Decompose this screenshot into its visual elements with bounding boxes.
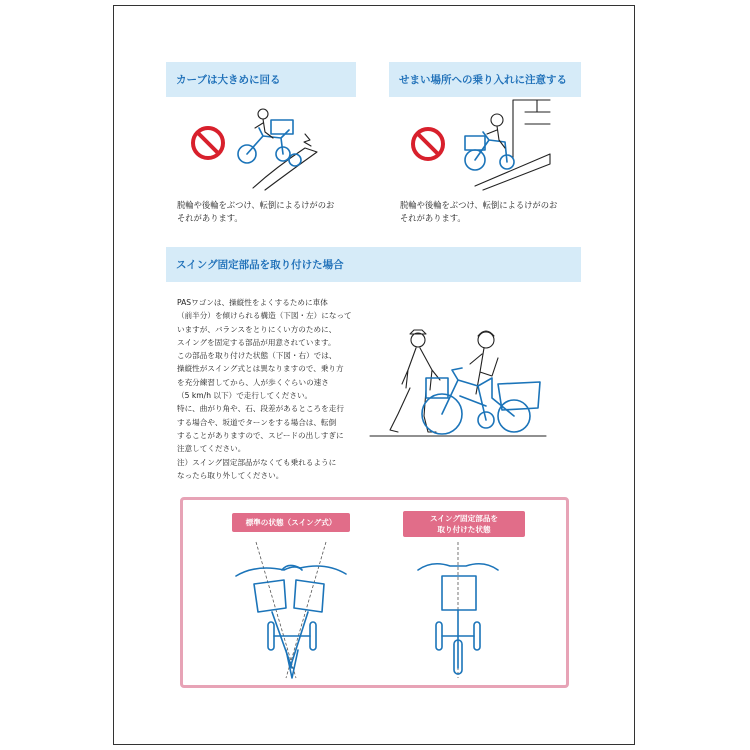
section-title-curve: カーブは大きめに回る: [176, 74, 281, 86]
body-line: を充分練習してから、人が歩くぐらいの速さ: [177, 377, 329, 387]
walking-illustration: [368, 318, 548, 440]
fixed-state-label-line-2: 取り付けた状態: [437, 525, 491, 534]
section-header-narrow: [389, 62, 581, 97]
curve-caption: [177, 199, 357, 225]
body-line: この部品を取り付けた状態（下図・右）では、: [177, 351, 337, 361]
body-line: する場合や、坂道でターンをする場合は、転倒: [177, 417, 337, 427]
body-line: 注）スイング固定部品がなくても乗れるように: [177, 457, 337, 467]
body-line: PASワゴンは、操縦性をよくするために車体: [177, 298, 328, 307]
standard-state-label-text: 標準の状態（スイング式）: [245, 518, 337, 527]
body-line: いますが、バランスをとりにくい方のために、: [177, 324, 337, 334]
body-line: 操縦性がスイング式とは異なりますので、乗り方: [177, 364, 344, 374]
curve-caption-line-1: 脱輪や後輪をぶつけ、転倒によるけがのお: [177, 200, 335, 210]
section-title-swing: スイング固定部品を取り付けた場合: [176, 259, 344, 271]
narrow-caption-line-1: 脱輪や後輪をぶつけ、転倒によるけがのお: [400, 200, 558, 210]
narrow-caption-line-2: それがあります。: [400, 213, 466, 223]
body-line: 特に、曲がり角や、石、段差があるところを走行: [177, 404, 344, 414]
swing-mode-diagram: [226, 540, 356, 682]
narrow-caption: [400, 199, 580, 225]
narrow-illustration: [405, 100, 555, 190]
section-title-narrow: せまい場所への乗り入れに注意する: [399, 74, 567, 86]
swing-body-text: [177, 296, 367, 482]
fixed-mode-diagram: [410, 540, 510, 682]
curve-caption-line-2: それがあります。: [177, 213, 243, 223]
fixed-state-label: [403, 511, 525, 537]
curve-illustration: [185, 108, 325, 190]
body-line: なったら取り外してください。: [177, 470, 284, 480]
body-line: スイングを固定する部品が用意されています。: [177, 337, 336, 347]
body-line: することがありますので、スピードの出しすぎに: [177, 430, 344, 440]
body-line: （前半分）を傾けられる構造（下図・左）になって: [177, 311, 352, 321]
section-header-curve: [166, 62, 356, 97]
body-line: 注意してください。: [177, 444, 246, 454]
section-header-swing: [166, 247, 581, 282]
standard-state-label: [232, 513, 350, 532]
fixed-state-label-line-1: スイング固定部品を: [429, 514, 499, 523]
body-line: （5 km/h 以下）で走行してください。: [177, 391, 313, 401]
